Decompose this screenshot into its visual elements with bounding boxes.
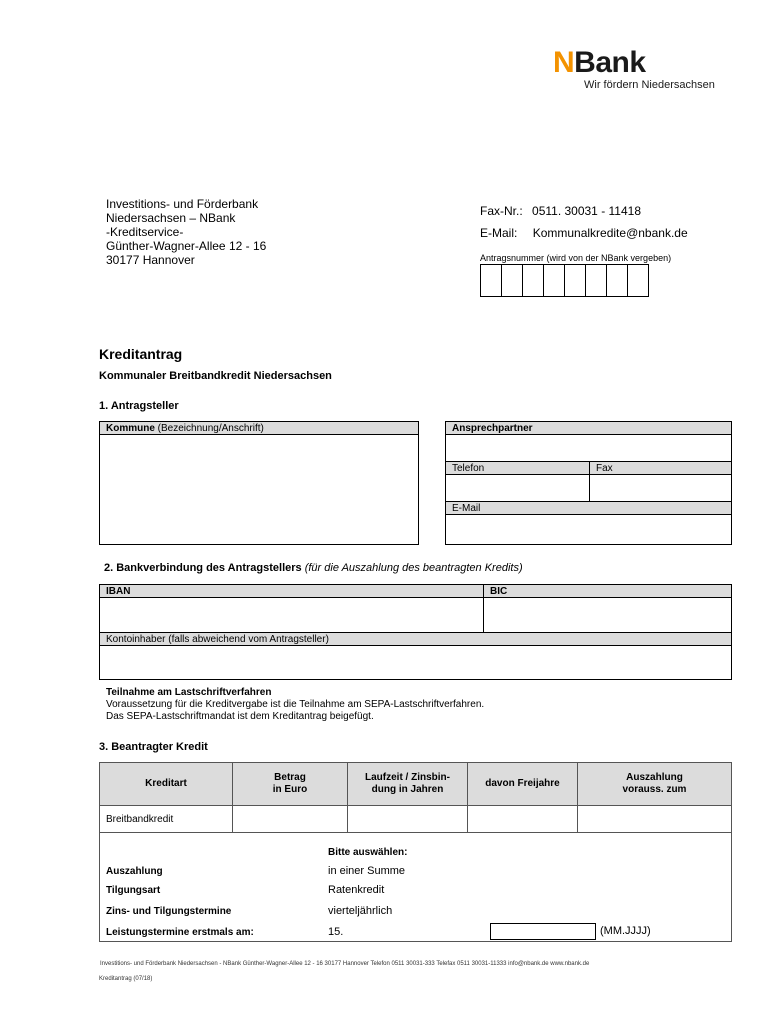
address-line: Niedersachsen – NBank <box>106 211 236 225</box>
address-line: 30177 Hannover <box>106 253 195 267</box>
address-line: -Kreditservice- <box>106 225 184 239</box>
kontoinhaber-label: Kontoinhaber (falls abweichend vom Antragsteller) <box>100 633 731 646</box>
footer-address: Investitions- und Förderbank Niedersachsen - NBank Günther-Wagner-Allee 12 - 16 30177 Hannover Telefon 0511 30031-333 Telefax 0511 30031-11333 info@nbank.de www.nbank.de <box>100 961 590 967</box>
kontoinhaber-input[interactable] <box>100 646 731 678</box>
bic-label: BIC <box>490 586 508 597</box>
kommune-box[interactable] <box>99 421 419 545</box>
ansprechpartner-box <box>445 421 732 545</box>
nbank-logo <box>553 48 646 78</box>
fax-label: Fax-Nr.: <box>480 204 523 218</box>
lastschrift-text: Das SEPA-Lastschriftmandat ist dem Kreditantrag beigefügt. <box>106 711 374 722</box>
col-freijahre: davon Freijahre <box>468 763 578 806</box>
antragsnummer-label: Antragsnummer (wird von der NBank vergeben) <box>480 253 672 263</box>
auszahlung-datum-input[interactable] <box>578 806 732 833</box>
col-laufzeit-l2: dung in Jahren <box>371 784 444 795</box>
section3-heading: 3. Beantragter Kredit <box>99 741 208 753</box>
kommune-sublabel: (Bezeichnung/Anschrift) <box>154 423 264 434</box>
bitte-auswaehlen: Bitte auswählen: <box>328 847 408 858</box>
logo-tagline: Wir fördern Niedersachsen <box>584 79 715 91</box>
col-betrag-l2: in Euro <box>272 784 308 795</box>
logo-n: N <box>553 46 575 79</box>
auszahlung-select[interactable]: in einer Summe <box>328 865 406 877</box>
col-betrag <box>233 763 348 806</box>
logo-bank: Bank <box>574 46 646 79</box>
row-breitbandkredit: Breitbandkredit <box>100 806 233 833</box>
email-label: E-Mail: <box>480 226 518 240</box>
col-kreditart: Kreditart <box>100 763 233 806</box>
iban-input[interactable] <box>100 598 483 632</box>
form-number: Kreditantrag (07/18) <box>99 976 153 982</box>
tilgungsart-label: Tilgungsart <box>106 885 161 896</box>
fax-line <box>480 204 641 218</box>
auszahlung-label: Auszahlung <box>106 866 163 877</box>
kommune-label: Kommune <box>106 423 155 434</box>
col-laufzeit-l1: Laufzeit / Zinsbin- <box>365 772 450 783</box>
bic-input[interactable] <box>484 598 731 632</box>
telefon-label: Telefon <box>446 462 589 475</box>
antragsnummer-boxes[interactable] <box>480 264 649 297</box>
email-field[interactable] <box>446 515 731 543</box>
page-title: Kreditantrag <box>99 346 183 362</box>
telefon-field[interactable] <box>446 475 589 501</box>
section2-title: 2. Bankverbindung des Antragstellers <box>104 562 302 574</box>
recipient-address <box>106 197 266 267</box>
termine-select[interactable]: vierteljährlich <box>328 905 393 917</box>
section2-note: (für die Auszahlung des beantragten Kredits) <box>301 562 523 574</box>
ansprechpartner-field[interactable] <box>446 435 731 462</box>
mmjjjj-hint: (MM.JJJJ) <box>600 925 651 937</box>
bankverbindung-box <box>99 584 732 680</box>
fax-field-label: Fax <box>590 462 731 475</box>
col-auszahlung-l2: vorauss. zum <box>622 784 687 795</box>
iban-label: IBAN <box>106 586 131 597</box>
section1-heading: 1. Antragsteller <box>99 400 179 412</box>
fax-field[interactable] <box>590 475 731 501</box>
leistungstermin-select[interactable]: 15. <box>328 926 344 938</box>
lastschrift-text: Voraussetzung für die Kreditvergabe ist die Teilnahme am SEPA-Lastschriftverfahren. <box>106 699 485 710</box>
section2-heading <box>104 562 523 574</box>
leistungstermin-date-input[interactable] <box>490 923 596 940</box>
lastschrift-title: Teilnahme am Lastschriftverfahren <box>106 687 272 698</box>
page-subtitle: Kommunaler Breitbandkredit Niedersachsen <box>99 370 332 382</box>
betrag-input[interactable] <box>233 806 348 833</box>
leistungstermin-label: Leistungstermine erstmals am: <box>106 927 254 938</box>
col-betrag-l1: Betrag <box>274 772 306 783</box>
col-laufzeit <box>348 763 468 806</box>
lastschrift-block <box>106 687 484 723</box>
laufzeit-input[interactable] <box>348 806 468 833</box>
fax-value: 0511. 30031 - 11418 <box>532 204 641 218</box>
address-line: Günther-Wagner-Allee 12 - 16 <box>106 239 267 253</box>
address-line: Investitions- und Förderbank <box>106 197 259 211</box>
col-auszahlung-l1: Auszahlung <box>626 772 683 783</box>
ansprechpartner-label: Ansprechpartner <box>452 423 533 434</box>
email-field-label: E-Mail <box>446 502 731 515</box>
tilgungsart-select[interactable]: Ratenkredit <box>328 884 385 896</box>
termine-label: Zins- und Tilgungstermine <box>106 906 232 917</box>
freijahre-input[interactable] <box>468 806 578 833</box>
email-value: Kommunalkredite@nbank.de <box>532 226 688 240</box>
email-line <box>480 226 688 240</box>
col-auszahlung <box>578 763 732 806</box>
